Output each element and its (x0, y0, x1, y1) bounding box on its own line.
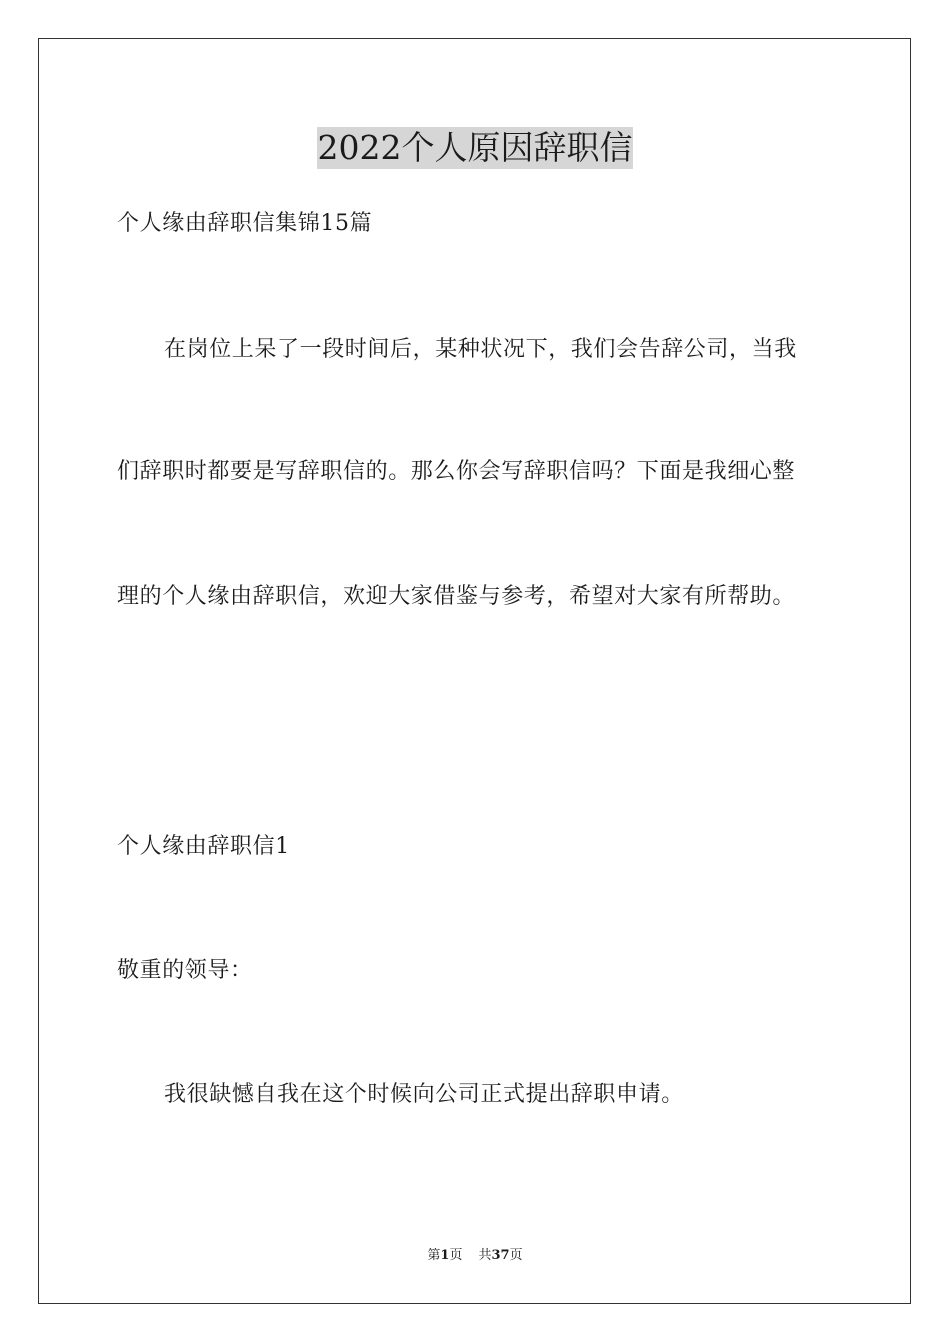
salutation: 敬重的领导： (117, 958, 253, 983)
footer-page-suffix: 页 (449, 1248, 463, 1263)
body-paragraph: 我很缺憾自我在这个时候向公司正式提出辞职申请。 (164, 1082, 684, 1107)
footer-total-suffix: 页 (509, 1248, 523, 1263)
footer-total-pages: 37 (491, 1248, 510, 1263)
intro-line-3: 理的个人缘由辞职信，欢迎大家借鉴与参考，希望对大家有所帮助。 (117, 584, 796, 609)
title-container (0, 127, 950, 169)
footer-total-prefix: 共 (478, 1248, 492, 1263)
intro-line-1: 在岗位上呆了一段时间后，某种状况下，我们会告辞公司，当我 (164, 337, 797, 362)
document-subtitle: 个人缘由辞职信集锦15篇 (117, 211, 373, 236)
document-title: 2022个人原因辞职信 (317, 128, 633, 167)
section-heading: 个人缘由辞职信1 (117, 834, 290, 859)
footer-page-prefix: 第 (427, 1248, 441, 1263)
footer-page-number: 1 (440, 1248, 450, 1263)
page-footer (0, 1247, 950, 1265)
intro-line-2: 们辞职时都要是写辞职信的。那么你会写辞职信吗？下面是我细心整 (117, 459, 796, 484)
